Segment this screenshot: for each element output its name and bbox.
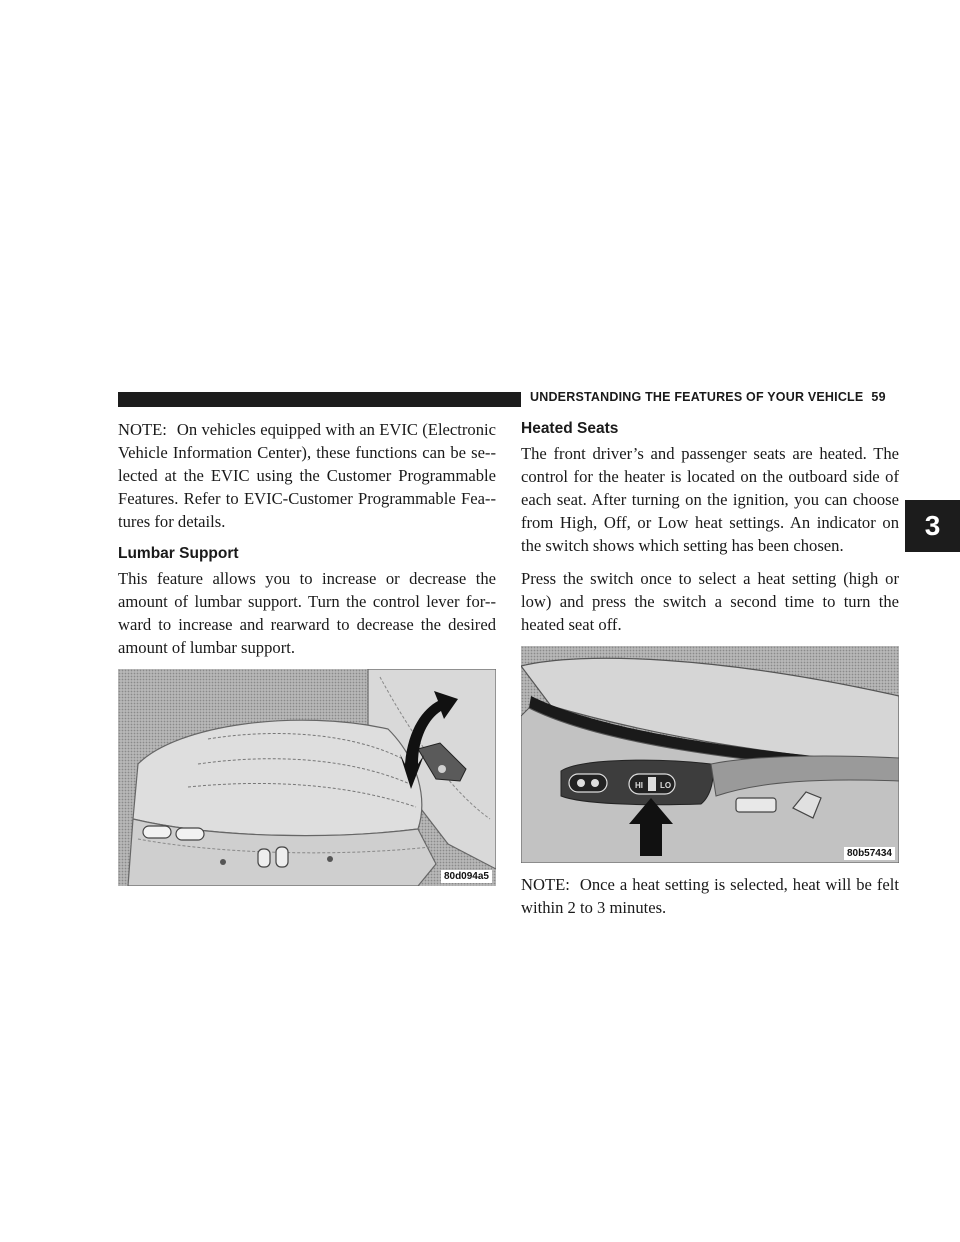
header-rule xyxy=(118,392,521,407)
seat-illustration xyxy=(118,669,496,886)
right-column xyxy=(521,418,899,929)
left-column xyxy=(118,418,496,896)
note-label: NOTE: xyxy=(521,875,570,894)
note-paragraph xyxy=(521,873,899,919)
svg-text:LO: LO xyxy=(660,781,672,790)
heated-heading: Heated Seats xyxy=(521,420,619,437)
heated-paragraph-2: Press the switch once to select a heat setting (high or low) and press the switch a second time to turn the heated seat off. xyxy=(521,569,899,634)
note-paragraph xyxy=(118,418,496,533)
heated-paragraph-1: The front driver’s and passenger seats are heated. The control for the heater is located on the outboard side of each seat. After turning on the ignition, you can choose from High, Off, or Low heat settings. An indicator on the switch shows which setting has been chosen. xyxy=(521,444,899,555)
heated-seat-illustration xyxy=(521,646,899,863)
lumbar-figure xyxy=(118,669,496,886)
note-text: Once a heat setting is selected, heat will be felt within 2 to 3 minutes. xyxy=(521,875,899,917)
page-number: 59 xyxy=(871,390,886,404)
chapter-tab: 3 xyxy=(905,500,960,552)
lumbar-heading: Lumbar Support xyxy=(118,545,239,562)
svg-text:HI: HI xyxy=(635,781,643,790)
figure-code: 80d094a5 xyxy=(441,870,492,883)
figure-code: 80b57434 xyxy=(844,847,895,860)
heated-seat-figure xyxy=(521,646,899,863)
note-label: NOTE: xyxy=(118,420,167,439)
running-header xyxy=(530,390,910,404)
lumbar-paragraph: This feature allows you to increase or decrease the amount of lumbar support. Turn the control lever for-ward to increase and rearward to decrease the desired amount of lumbar support. xyxy=(118,569,496,657)
section-title: UNDERSTANDING THE FEATURES OF YOUR VEHICLE xyxy=(530,390,864,404)
note-text: On vehicles equipped with an EVIC (Electronic Vehicle Information Center), these functions can be se-lected at the EVIC using the Customer Programmable Features. Refer to EVIC-Customer Programmable Fea-tures for details. xyxy=(118,420,496,531)
